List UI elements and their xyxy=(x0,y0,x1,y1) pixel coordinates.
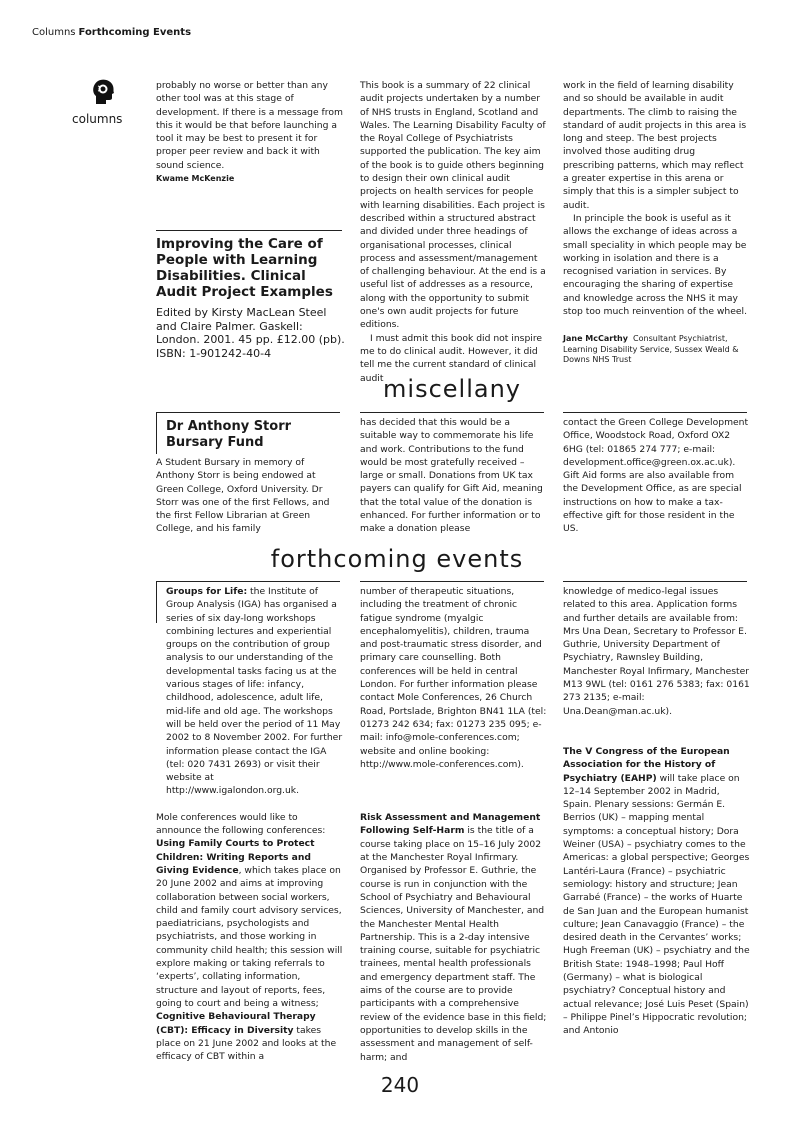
miscellany-title: miscellany xyxy=(383,375,521,403)
columns-label: columns xyxy=(72,112,123,126)
event2-intro: Mole conferences would like to announce the following conferences: xyxy=(156,811,326,837)
misc-rule-3 xyxy=(563,412,747,413)
book-title: Improving the Care of People with Learning Disabilities. Clinical Audit Project Examples xyxy=(156,236,333,300)
review2-p2: I must admit this book did not inspire me to do clinical audit. However, it did tell me the current standard of clinical audit xyxy=(360,332,543,384)
page-number: 240 xyxy=(380,1073,420,1097)
book-details xyxy=(156,306,346,360)
misc-col3: contact the Green College Development Office, Woodstock Road, Oxford OX2 6HG (tel: 01865 274 777; e-mail: development.office@green.ox.ac.uk). Gift Aid forms are also available from the Development Office, as are special instructions on how to make a tax-effective gift for those resident in the US. xyxy=(563,417,749,535)
review2-author: Jane McCarthy xyxy=(563,334,628,344)
events-col3 xyxy=(563,585,751,1038)
event2-continued: number of therapeutic situations, including the treatment of chronic fatigue syndrome (myalgic encephalomyelitis), children, trauma and post-traumatic stress disorder, and primary care counselling. Both conferences will be held in central London. For further information please contact Mole Conferences, 26 Church Road, Portslade, Brighton BN41 1LA (tel: 01273 242 634; fax: 01273 235 095; e-mail: info@mole-conferences.com; website and online booking: http://www.mole-conferences.com). xyxy=(360,586,547,770)
book-isbn: ISBN: 1-901242-40-4 xyxy=(156,346,272,360)
misc-box-title: Dr Anthony Storr Bursary Fund xyxy=(166,419,292,450)
event2-body-2: takes place on 21 June 2002 and looks at the efficacy of CBT within a xyxy=(156,1024,337,1063)
review2-p1: This book is a summary of 22 clinical audit projects undertaken by a number of NHS trusts in England, Scotland and Wales. The Learning Disability Faculty of the Royal College of Psychiatrists supported the publication. The key aim of the book is to guide others beginning to design their own clinical audit projects on health services for people with learning disabilities. Each project is described within a structured abstract and divided under three headings of organisational processes, clinical process and assessment/management of challenging behaviour. At the end is a useful list of addresses as a resource, along with the opportunity to submit one's own audit projects for future editions. xyxy=(360,80,546,331)
review2-col2 xyxy=(360,79,548,385)
event3-body: is the title of a course taking place on 15–16 July 2002 at the Manchester Royal Infirmary. Organised by Professor E. Guthrie, the course is run in conjunction with the School of Psychiatry and Behavioural Sciences, University of Manchester, and the Manchester Mental Health Partnership. This is a 2-day intensive training course, suitable for psychiatric trainees, mental health professionals and emergency department staff. The aims of the course are to provide participants with a comprehensive review of the evidence base in this field; opportunities to develop skills in the assessment and management of self-harm; and xyxy=(360,825,547,1063)
book-edited: Edited by Kirsty MacLean Steel and Claire Palmer. Gaskell: London. 2001. 45 pp. £12.00 (pb). xyxy=(156,306,345,346)
events-rule-3 xyxy=(563,581,747,582)
book-divider xyxy=(156,230,342,231)
event-eahp-congress xyxy=(563,745,751,1038)
review2-col3 xyxy=(563,79,749,366)
misc-rule-2 xyxy=(360,412,544,413)
misc-col2: has decided that this would be a suitable way to commemorate his life and work. Contributions to the fund would be most gratefully received – large or small. Donations from UK tax payers can qualify for Gift Aid, meaning that the total value of the donation is enhanced. For further information or to make a donation please xyxy=(360,417,543,535)
review2-p3: work in the field of learning disability and so should be available in audit departments. The climb to raising the standard of audit projects in this area is long and steep. The best projects involved those auditing drug prescribing patterns, which may reflect a greater expertise in this arena or simply that this is a simpler subject to audit. xyxy=(563,80,747,211)
event3-lead: Risk Assessment and Management Following Self-Harm xyxy=(360,812,541,837)
header-title: Forthcoming Events xyxy=(78,27,192,38)
running-header xyxy=(32,27,191,38)
event1-lead: Groups for Life: xyxy=(166,586,248,597)
review2-p4: In principle the book is useful as it allows the exchange of ideas across a small speciality in which people may be working in isolation and there is a recognised variation in services. By encouraging the sharing of expertise and knowledge across the NHS it may stop too much reinvention of the wheel. xyxy=(563,212,748,318)
events-rule-2 xyxy=(360,581,544,582)
event4-body: will take place on 12–14 September 2002 in Madrid, Spain. Plenary sessions: Germán E. Berrios (UK) – mapping mental symptoms: a conceptual history; Dora Weiner (USA) – psychiatry comes to the Americas: a global perspective; Georges Lantéri-Laura (France) – psychiatric semiology: history and structure; Jean Garrabé (France) – the works of Huarte de San Juan and the European humanist culture; Jean Canavaggio (France) – the desired death in the Cervantes’ works; Hugh Freeman (UK) – psychiatry and the British State: 1948–1998; Paul Hoff (Germany) – what is biological psychiatry? Conceptual history and actual relevance; José Luis Peset (Spain) – Philippe Pinel’s Hippocratic revolution; and Antonio xyxy=(563,772,750,1037)
events-col2 xyxy=(360,585,548,1064)
events-col1 xyxy=(156,585,344,1063)
event-groups-for-life xyxy=(156,585,344,798)
misc-box-left-rule xyxy=(156,412,157,454)
event-mole-conferences xyxy=(156,811,344,1064)
event3-continued: knowledge of medico-legal issues related to this area. Application forms and further details are available from: Mrs Una Dean, Secretary to Professor E. Guthrie, University Department of Psychiatry, Rawnsley Building, Manchester Royal Infirmary, Manchester M13 9WL (tel: 0161 276 5383; fax: 0161 273 2135; e-mail: Una.Dean@man.ac.uk). xyxy=(563,586,750,717)
event2-title-2: Cognitive Behavioural Therapy (CBT): Efficacy in Diversity xyxy=(156,1011,316,1036)
event4-lead: The V Congress of the European Association for the History of Psychiatry (EAHP) xyxy=(563,745,730,784)
events-rule-1 xyxy=(156,581,340,582)
head-silhouette-icon xyxy=(90,78,116,106)
review1-author: Kwame McKenzie xyxy=(156,174,235,184)
event1-body: the Institute of Group Analysis (IGA) has organised a series of six day-long workshops combining lectures and experiential groups on the contribution of group analysis to our understanding of the developmental tasks facing us at the various stages of life: infancy, childhood, adolescence, adult life, mid-life and old age. The workshops will be held over the period of 11 May 2002 to 8 November 2002. For further information please contact the IGA (tel: 020 7431 2693) or visit their website at http://www.igalondon.org.uk. xyxy=(166,586,343,797)
review1-text-block xyxy=(156,79,344,185)
event2-body-1: , which takes place on 20 June 2002 and aims at improving collaboration between social workers, child and family court advisory services, paediatricians, psychologists and psychiatrists, and those working in community child health; this session will explore making or taking referrals to ‘experts’, collating information, structure and layout of reports, fees, going to court and being a witness; xyxy=(156,864,343,1009)
header-section: Columns xyxy=(32,27,76,38)
review1-text: probably no worse or better than any other tool was at this stage of development. If there is a message from this it would be that before launching a tool it may be best to present it for proper peer review and back it with sound science. xyxy=(156,80,343,171)
review2-signature xyxy=(563,334,749,366)
events-title: forthcoming events xyxy=(270,545,524,573)
misc-rule-1 xyxy=(156,412,340,413)
review2-role: Consultant Psychiatrist, Learning Disability Service, Sussex Weald & Downs NHS Trust xyxy=(563,334,739,365)
event2-title-1: Using Family Courts to Protect Children: Writing Reports and Giving Evidence xyxy=(156,838,315,876)
misc-col1: A Student Bursary in memory of Anthony Storr is being endowed at Green College, Oxford University. Dr Storr was one of the first Fellows, and the first Fellow Librarian at Green College, and his family xyxy=(156,457,330,535)
event-risk-assessment xyxy=(360,811,548,1064)
